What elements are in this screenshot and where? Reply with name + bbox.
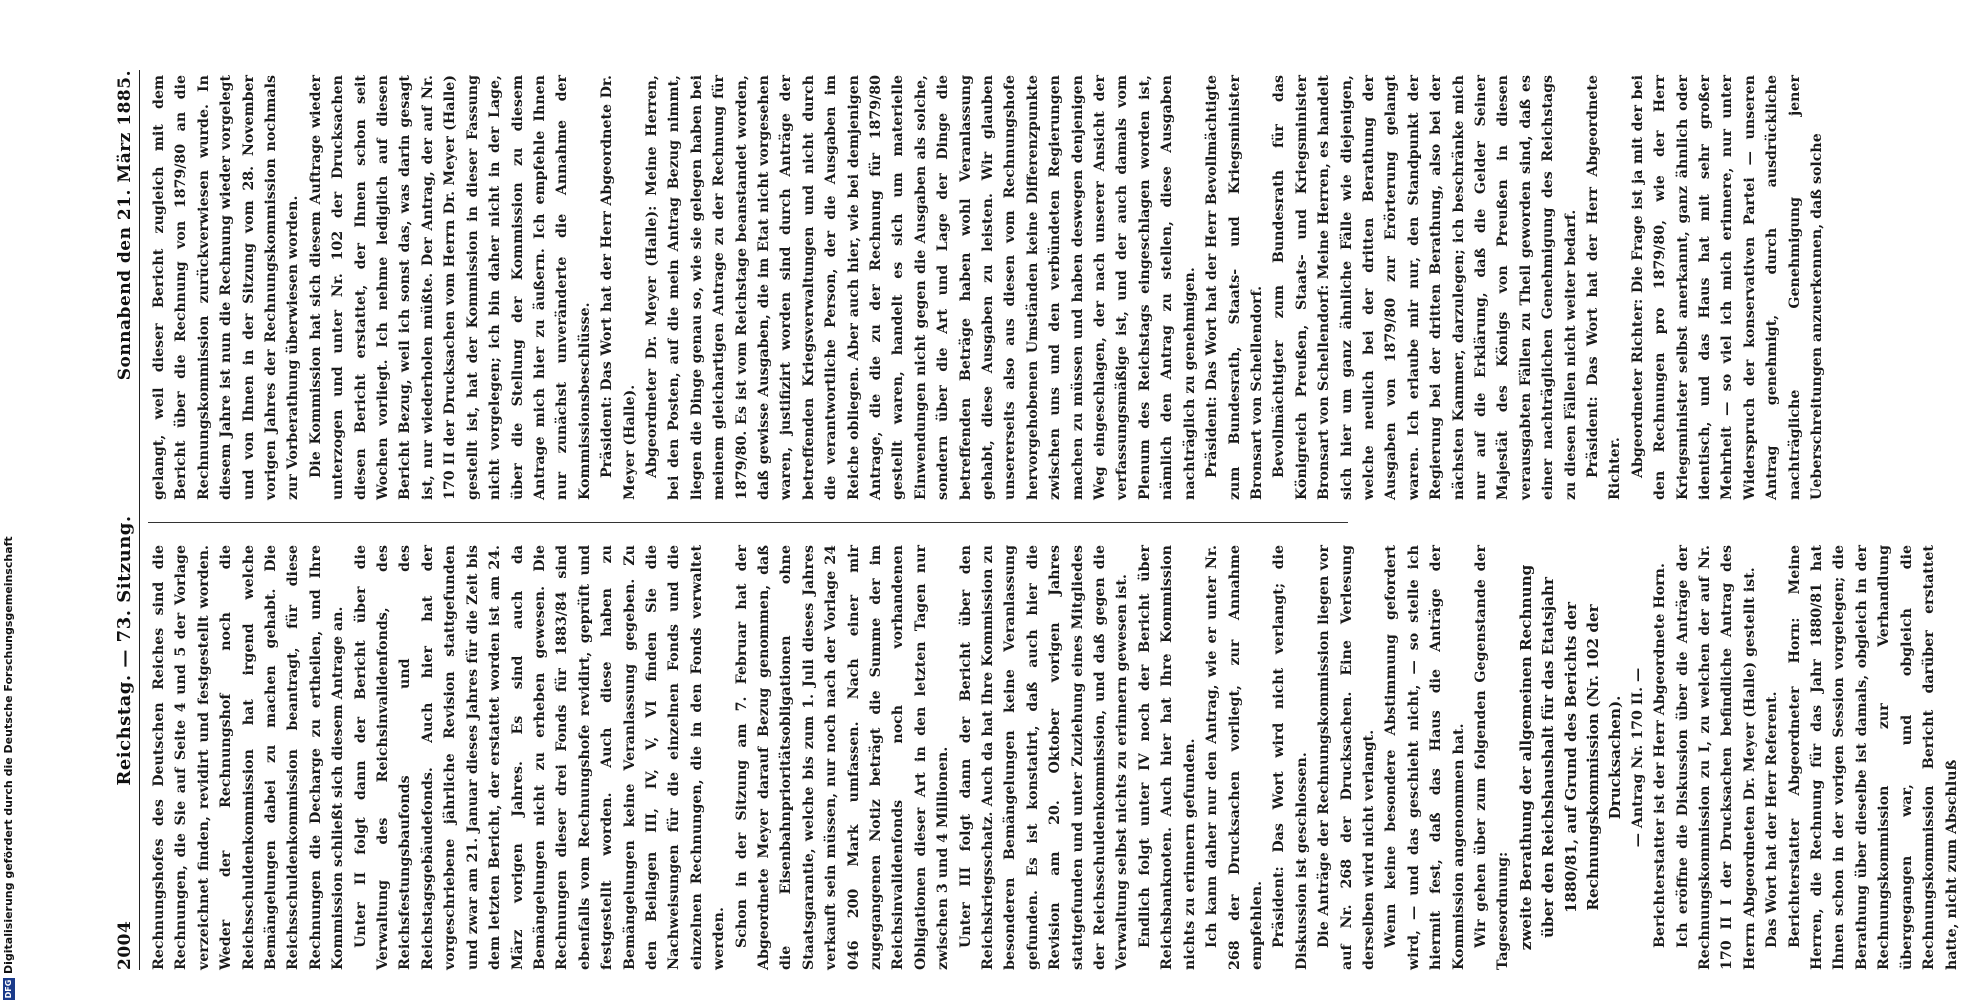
paragraph: Die Kommission hat sich diesem Auftrage wieder unterzogen und unter Nr. 102 der Drucksachen diesen Bericht erstattet, der Ihnen schon seit Wochen vorliegt. Ich nehme lediglich auf diesen Bericht Bezug, weil ich sonst das, was darin gesagt ist, nur wiederholen müßte. Der Antrag, der auf Nr. 170 II der Drucksachen vom Herrn Dr. Meyer (Halle) gestellt ist, hat der Kommission in dieser Fassung nicht vorgelegen; ich bin daher nicht in der Lage, über die Stellung der Kommission zu diesem Antrage mich hier zu äußern. Ich empfehle Ihnen nur zunächst unveränderte die Annahme der Kommissionsbeschlüsse. (307, 75, 593, 500)
paragraph: Das Wort hat der Herr Referent. (1764, 691, 1781, 948)
paragraph: Unter II folgt dann der Bericht über die Verwaltung des Reichsinvalidenfonds, des Reichsfestungsbaufonds und des Reichstagsgebäudefonds. Auch hier hat der vorgeschriebene jährliche Revision stattgefunden und zwar am 21. Januar dieses Jahres für die Zeit bis dem letzten Bericht, der erstattet worden ist am 24. März vorigen Jahres. Es sind auch da Bemängelungen nicht zu erheben gewesen. Die Rechnungen dieser drei Fonds für 1883/84 sind ebenfalls vom Rechnungshofe revidirt, geprüft und festgestellt worden. Auch diese haben zu Bemängelungen keine Veranlassung gegeben. Zu den Beilagen III, IV, V, VI finden Sie die Nachweisungen für die einzelnen Fonds und die einzelnen Rechnungen, die in den Fonds verwaltet werden. (352, 545, 728, 970)
paragraph: Präsident: Das Wort hat der Herr Abgeordnete Dr. Meyer (Halle). (599, 75, 638, 500)
page-title: Reichstag. — 73. Sitzung. (114, 515, 135, 786)
paragraph: Präsident: Das Wort hat der Herr Bevollmächtigte zum Bundesrath, Staats- und Kriegsminister Bronsart von Schellendorf. (1204, 75, 1265, 500)
digitization-credit (2, 536, 15, 1000)
paragraph: Ich kann daher nur den Antrag, wie er unter Nr. 268 der Drucksachen vorliegt, zur Annahme empfehlen. (1204, 545, 1265, 970)
credit-text: Digitalisierung gefördert durch die Deutsche Forschungsgemeinschaft (2, 536, 15, 974)
paragraph: Die Anträge der Rechnungskommission liegen vor auf Nr. 268 der Drucksachen. Eine Verlesung derselben wird nicht verlangt. (1316, 545, 1377, 970)
paragraph: Berichterstatter ist der Herr Abgeordnete Horn. (1652, 563, 1669, 948)
paragraph: Präsident: Das Wort hat der Herr Abgeordnete Richter. (1585, 75, 1624, 500)
rotated-scan-container (80, 0, 1960, 1000)
paragraph: Berichterstatter Abgeordneter Horn: Meine Herren, die Rechnung für das Jahr 1880/81 hat Ihnen schon in der vorigen Session vorgelegen; die Berathung über dieselbe ist damals, obgleich in der Rechnungskommission zur Verhandlung übergegangen war, und obgleich die Rechnungskommission Bericht darüber erstattet hatte, nicht zum Abschluß (1786, 545, 1960, 970)
paragraph: Abgeordneter Richter: Die Frage ist ja mit der bei den Rechnungen pro 1879/80, wie der Herr Kriegsminister selbst anerkannt, ganz ähnlich oder identisch, und das Haus hat mit sehr großer Mehrheit — so viel ich mich erinnere, nur unter Widerspruch der konservativen Partei — unseren Antrag genehmigt, durch ausdrückliche nachträgliche Genehmigung jener Ueberschreitungen anzuerkennen, daß solche (1629, 75, 1826, 500)
dfg-logo-icon: DFG (3, 979, 13, 999)
paragraph: Bevollmächtigter zum Bundesrath für das Königreich Preußen, Staats- und Kriegsminister Bronsart von Schellendorf: Meine Herren, es handelt sich hier um ganz ähnliche Fälle wie diejenigen, welche neulich bei der dritten Berathung der Ausgaben von 1879/80 zur Erörterung gelangt waren. Ich erlaube mir nur, den Standpunkt der Regierung bei der dritten Berathung, also bei der nächsten Kammer, darzulegen; ich beschränke mich nur auf die Erklärung, daß die Gelder Seiner Majestät des Königs von Preußen in diesen verausgabten Fällen zu Theil geworden sind, daß es einer nachträglichen Genehmigung des Reichstags zu diesen Fällen nicht weiter bedarf. (1271, 75, 1579, 500)
paragraph: Wenn keine besondere Abstimmung gefordert wird, — und das geschieht nicht, — so stelle ich hiermit fest, daß das Haus die Anträge der Kommission angenommen hat. (1383, 545, 1467, 970)
paragraph: Abgeordneter Dr. Meyer (Halle): Meine Herren, bei den Posten, auf die mein Antrag Bezug nimmt, liegen die Dinge genau so, wie sie gelegen haben bei meinem gleichartigen Antrage zu der Rechnung für 1879/80. Es ist vom Reichstage beanstandet worden, daß gewisse Ausgaben, die im Etat nicht vorgesehen waren, justifizirt worden sind durch Anträge der betreffenden Kriegsverwaltungen und nicht durch die verantwortliche Person, der die Ausgaben im Reiche obliegen. Aber auch hier, wie bei demjenigen Antrage, die die zu der Rechnung für 1879/80 gestellt waren, handelt es sich um materielle Einwendungen nicht gegen die Ausgaben als solche, sondern über die Art und Lage der Dinge die betreffenden Beträge haben wohl Veranlassung gehabt, diese Ausgaben zu leisten. Wir glauben unsererseits also aus diesen vom Rechnungshofe hervorgehobenen Umständen keine Differenzpunkte zwischen uns und den verbündeten Regierungen machen zu müssen und haben deswegen denjenigen Weg eingeschlagen, der nach unserer Ansicht der verfassungsmäßige ist, und der auch damals vom Plenum des Reichstags eingeschlagen worden ist, nämlich den Antrag zu stellen, diese Ausgaben nachträglich zu genehmigen. (643, 75, 1198, 500)
agenda-heading: zweite Berathung der allgemeinen Rechnung über den Reichshaushalt für das Etatsjahr 1880/81, auf Grund des Berichts der Rechnungskommission (Nr. 102 der Drucksachen). (1516, 564, 1625, 951)
paragraph: Rechnungshofes des Deutschen Reiches sind die Rechnungen, die Sie auf Seite 4 und 5 der Vorlage verzeichnet finden, revidirt und festgestellt worden. Weder der Rechnungshof noch die Reichsschuldenkommission hat irgend welche Bemängelungen dabei zu machen gehabt. Die Reichsschuldenkommission beantragt, für diese Rechnungen die Decharge zu ertheilen, und Ihre Kommission schließt sich diesem Antrage an. (151, 545, 347, 970)
column-divider (148, 522, 1348, 523)
paragraph: Schon in der Sitzung am 7. Februar hat der Abgeordnete Meyer darauf Bezug genommen, daß die Eisenbahnprioritätsobligationen ohne Staatsgarantie, welche bis zum 1. Juli dieses Jahres verkauft sein müssen, nur noch nach der Vorlage 24 046 200 Mark umfassen. Nach einer mir zugegangenen Notiz beträgt die Summe der im Reichsinvalidenfonds noch vorhandenen Obligationen dieser Art in den letzten Tagen nur zwischen 3 und 4 Millionen. (733, 545, 952, 970)
paragraph: Präsident: Das Wort wird nicht verlangt; die Diskussion ist geschlossen. (1271, 545, 1310, 970)
page-date: Sonnabend den 21. März 1885. (115, 70, 135, 381)
right-text-column (148, 75, 1826, 500)
newspaper-page (100, 70, 1960, 970)
paragraph: — Antrag Nr. 170 II. — (1629, 667, 1646, 848)
paragraph: Endlich folgt unter IV noch der Bericht über Reichsbanknoten. Auch hier hat Ihre Kommission nichts zu erinnern gefunden. (1136, 545, 1198, 970)
paragraph: Ich eröffne die Diskussion über die Anträge der Rechnungskommission zu I, zu welchen der auf Nr. 170 II I der Drucksachen befindliche Antrag des Herrn Abgeordneten Dr. Meyer (Halle) gestellt ist. (1674, 545, 1758, 970)
left-text-column (148, 545, 1960, 970)
paragraph: gelangt, weil dieser Bericht zugleich mit dem Bericht über die Rechnung von 1879/80 an die Rechnungskommission zurückverwiesen wurde. In diesem Jahre ist nun die Rechnung wieder vorgelegt und von Ihnen in der Sitzung vom 28. November vorigen Jahres der Rechnungskommission nochmals zur Vorberathung überwiesen worden. (151, 75, 302, 500)
page-header (100, 70, 140, 970)
paragraph: Unter III folgt dann der Bericht über den Reichskriegsschatz. Auch da hat Ihre Kommission zu besonderen Bemängelungen keine Veranlassung gefunden. Es ist konstatirt, daß auch hier die Revision am 20. Oktober vorigen Jahres stattgefunden und unter Zuziehung eines Mitgliedes der Reichsschuldenkommission, und daß gegen die Verwaltung selbst nichts zu erinnern gewesen ist. (957, 545, 1131, 970)
page-number: 2004 (115, 920, 135, 970)
paragraph: Wir gehen über zum folgenden Gegenstande der Tagesordnung: (1472, 545, 1512, 970)
